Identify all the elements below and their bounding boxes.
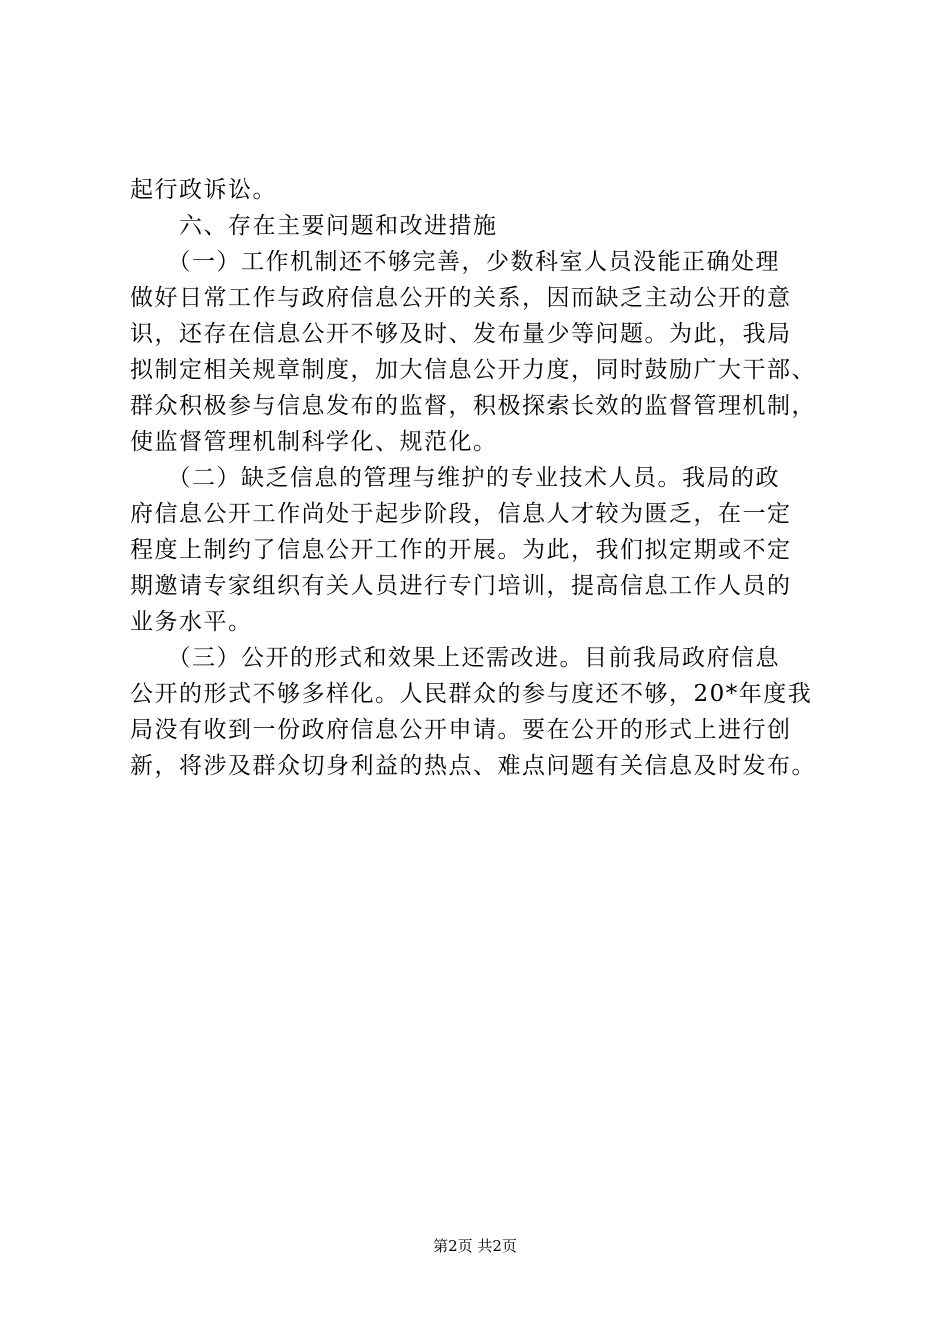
text-line: （三）公开的形式和效果上还需改进。目前我局政府信息 bbox=[130, 645, 780, 671]
text-line: 识，还存在信息公开不够及时、发布量少等问题。为此，我局 bbox=[130, 321, 792, 347]
text-line: 起行政诉讼。 bbox=[130, 177, 277, 203]
text-line: 期邀请专家组织有关人员进行专门培训，提高信息工作人员的 bbox=[130, 573, 792, 599]
text-line: 府信息公开工作尚处于起步阶段，信息人才较为匮乏，在一定 bbox=[130, 501, 792, 527]
text-line: 程度上制约了信息公开工作的开展。为此，我们拟定期或不定 bbox=[130, 537, 792, 563]
text-line: 公开的形式不够多样化。人民群众的参与度还不够，20*年度我 bbox=[130, 681, 813, 707]
text-line: 新，将涉及群众切身利益的热点、难点问题有关信息及时发布。 bbox=[130, 753, 816, 779]
section-heading: 六、存在主要问题和改进措施 bbox=[130, 213, 498, 239]
text-line: （一）工作机制还不够完善，少数科室人员没能正确处理 bbox=[130, 249, 780, 275]
text-line: 业务水平。 bbox=[130, 609, 253, 635]
document-body bbox=[130, 172, 840, 784]
text-line: （二）缺乏信息的管理与维护的专业技术人员。我局的政 bbox=[130, 465, 780, 491]
page-footer bbox=[0, 1236, 950, 1256]
text-line: 拟制定相关规章制度，加大信息公开力度，同时鼓励广大干部、 bbox=[130, 357, 816, 383]
text-line: 使监督管理机制科学化、规范化。 bbox=[130, 429, 498, 455]
text-line: 群众积极参与信息发布的监督，积极探索长效的监督管理机制， bbox=[130, 393, 816, 419]
page-number: 第2页 共2页 bbox=[433, 1237, 517, 1255]
text-line: 做好日常工作与政府信息公开的关系，因而缺乏主动公开的意 bbox=[130, 285, 792, 311]
text-line: 局没有收到一份政府信息公开申请。要在公开的形式上进行创 bbox=[130, 717, 792, 743]
